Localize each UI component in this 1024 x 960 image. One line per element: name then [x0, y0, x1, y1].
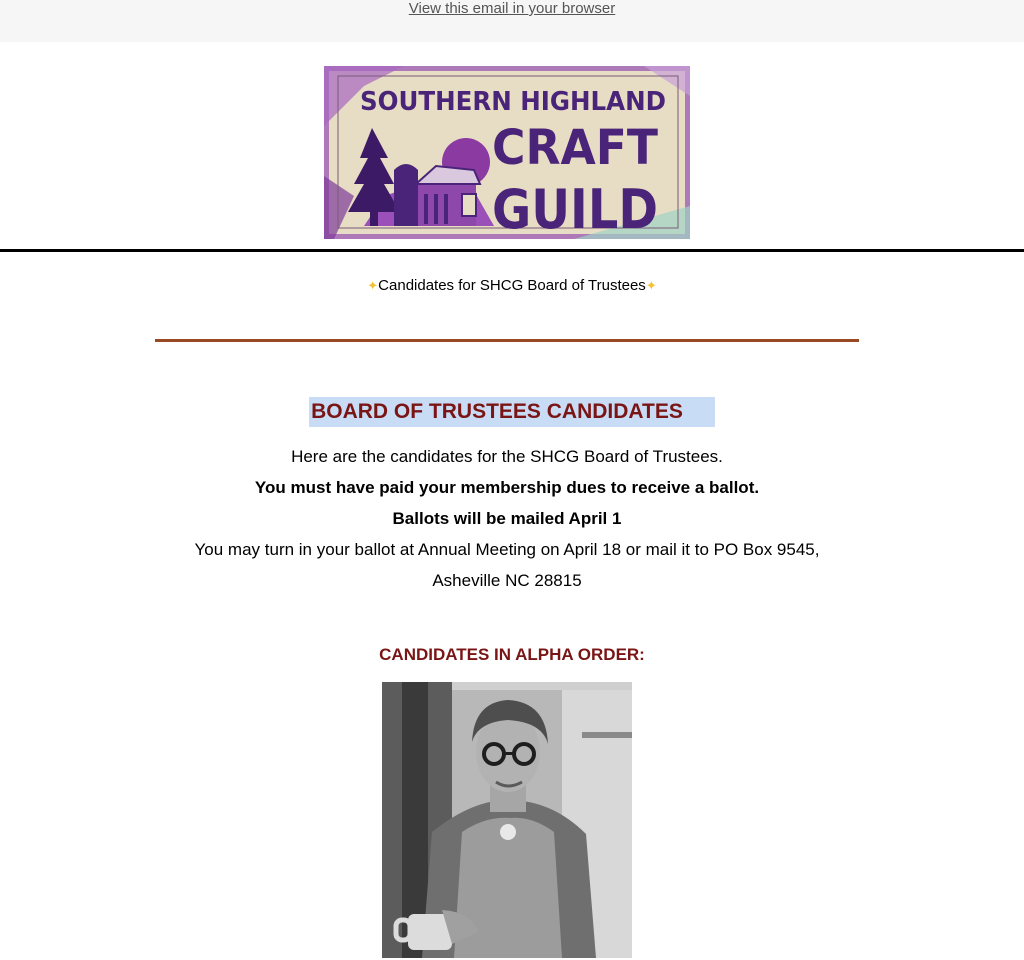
mail-date: Ballots will be mailed April 1: [392, 509, 622, 528]
intro-text: Here are the candidates for the SHCG Board of Trustees.: [291, 447, 723, 466]
header-divider: [0, 249, 1024, 252]
return-instructions-line-2: Asheville NC 28815: [432, 571, 582, 590]
logo-line-3: GUILD: [492, 178, 658, 239]
sparkle-icon: ✦: [645, 278, 657, 293]
candidate-photo: [382, 682, 632, 958]
return-instructions-line-1: You may turn in your ballot at Annual Meeting on April 18 or mail it to PO Box 9545,: [194, 540, 820, 559]
view-in-browser-link[interactable]: View this email in your browser: [408, 0, 616, 17]
dues-notice: You must have paid your membership dues to receive a ballot.: [254, 478, 760, 497]
candidates-heading: CANDIDATES IN ALPHA ORDER:: [379, 645, 645, 664]
logo-line-1: SOUTHERN HIGHLAND: [360, 87, 666, 117]
section-divider: [155, 339, 859, 342]
candidate-portrait-image: [382, 682, 632, 958]
section-heading-wrap: [0, 397, 1024, 427]
guild-logo-image: [324, 66, 690, 239]
preheader-text: Candidates for SHCG Board of Trustees: [378, 277, 646, 294]
email-top-bar: [0, 0, 1024, 42]
guild-logo[interactable]: [324, 66, 690, 239]
section-body: [155, 441, 859, 596]
section-heading: BOARD OF TRUSTEES CANDIDATES: [309, 397, 715, 427]
logo-line-2: CRAFT: [492, 120, 659, 176]
preheader: [0, 277, 1024, 295]
sparkle-icon: ✦: [367, 278, 379, 293]
